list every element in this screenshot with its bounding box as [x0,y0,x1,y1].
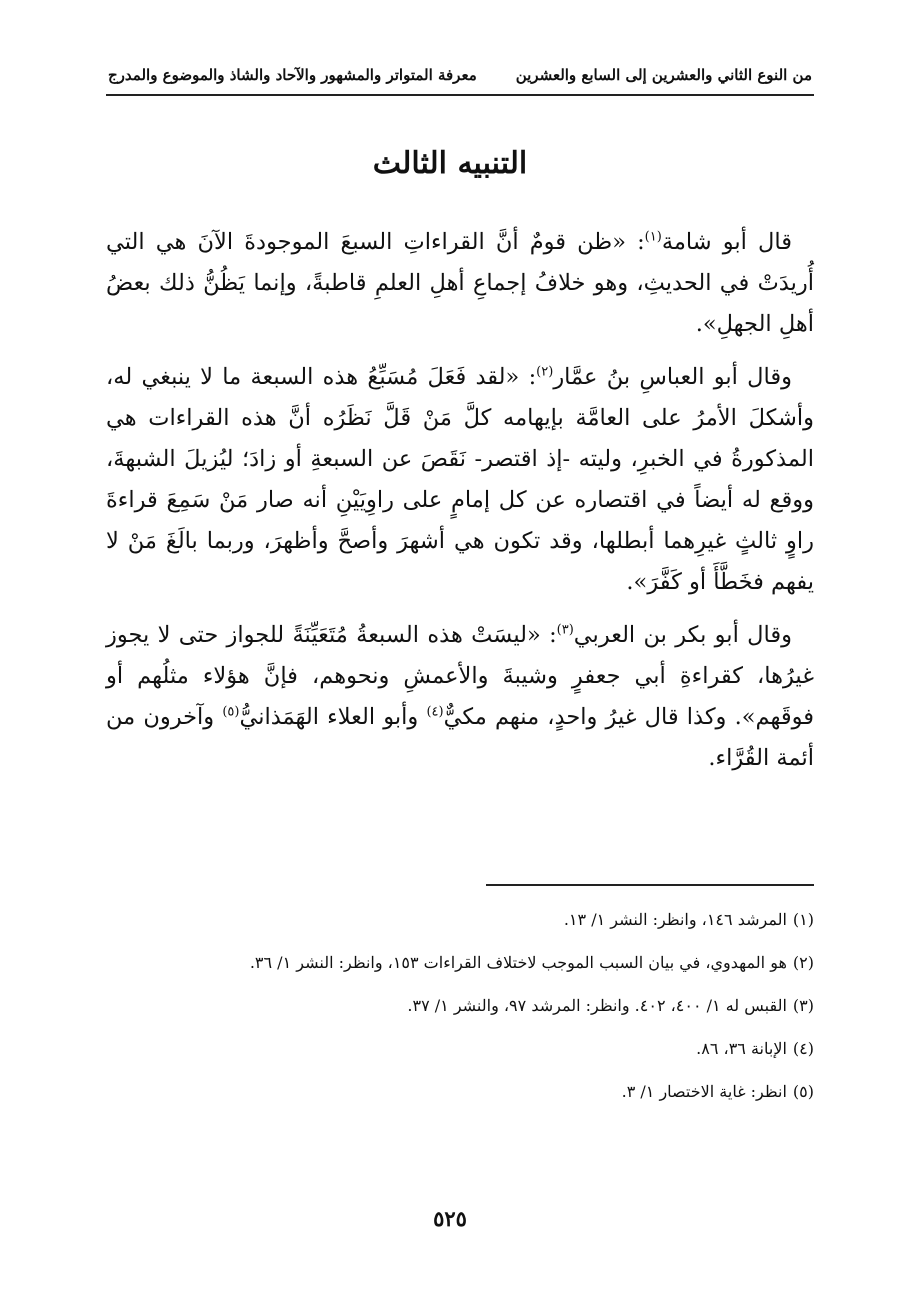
paragraph-text: : «ليسَتْ هذه السبعةُ مُتَعَيِّنَةً للجواز حتى لا يجوز غيرُها، كقراءةِ أبي جعفرٍ وشيبةَ والأعمشِ ونحوهم، فإنَّ هؤلاء مثلُهم أو فوقَهم». وكذا قال غيرُ واحدٍ، منهم مكيٌّ [106,622,814,730]
footnote-ref: (٢) [536,364,554,380]
paragraph-text: : «لقد فَعَلَ مُسَبِّعُ هذه السبعة ما لا ينبغي له، وأشكلَ الأمرُ على العامَّة بإيهامه كلَّ مَنْ قَلَّ نَظَرُه أنَّ هذه القراءات هي المذكورةُ في الخبرِ، وليته -إذ اقتصر- نَقَصَ عن السبعةِ أو زادَ؛ ليُزيلَ الشبهةَ، ووقع له أيضاً في اقتصاره عن كل إمامٍ على راوِيَيْنِ أنه صار مَنْ سَمِعَ قراءةَ راوٍ ثالثٍ غيرِهما أبطلها، وقد تكون هي أشهرَ وأصحَّ وأظهرَ، وربما بالَغَ مَنْ لا يفهم فخَطَّأَ أو كَفَّرَ». [106,364,814,595]
footnote-1 [106,898,814,941]
section-title: التنبيه الثالث [372,146,528,182]
paragraph-ibn-ammar [106,357,814,603]
footnote-4 [106,1027,814,1070]
paragraph-text: وآخرون من أئمة القُرَّاء. [106,704,814,771]
footnote-text: الإبانة ٣٦، ٨٦. [696,1039,787,1058]
footnote-2 [106,941,814,984]
paragraph-text: وأبو العلاء الهَمَذانيُّ [239,704,427,730]
footnote-label: (٥) [792,1082,814,1101]
header-topic: معرفة المتواتر والمشهور والآحاد والشاذ والموضوع والمدرج [108,66,477,84]
paragraph-text: وقال أبو العباسِ بنُ عمَّار [553,364,793,390]
paragraph-text: : «ظن قومٌ أنَّ القراءاتِ السبعَ الموجودةَ الآنَ هي التي أُريدَتْ في الحديثِ، وهو خلافُ إجماعِ أهلِ العلمِ قاطبةً، وإنما يَظُنُّ ذلك بعضُ أهلِ الجهلِ». [106,229,814,337]
running-header [108,60,812,90]
footnote-text: انظر: غاية الاختصار ١/ ٣. [621,1082,787,1101]
footnote-ref: (٥) [222,704,240,720]
footnotes [106,898,814,1113]
footnote-separator [486,884,814,886]
footnote-text: هو المهدوي، في بيان السبب الموجب لاختلاف القراءات ١٥٣، وانظر: النشر ١/ ٣٦. [249,953,787,972]
footnote-text: المرشد ١٤٦، وانظر: النشر ١/ ١٣. [563,910,787,929]
footnote-label: (٢) [792,953,814,972]
header-section-range: من النوع الثاني والعشرين إلى السابع والعشرين [515,66,812,84]
footnote-label: (٣) [792,996,814,1015]
paragraph-ibn-al-arabi [106,615,814,779]
footnote-text: القبس له ١/ ٤٠٠، ٤٠٢. وانظر: المرشد ٩٧، والنشر ١/ ٣٧. [407,996,787,1015]
footnote-label: (١) [792,910,814,929]
footnote-label: (٤) [792,1039,814,1058]
body-text [106,222,814,791]
footnote-ref: (١) [644,229,662,245]
footnote-ref: (٤) [426,704,444,720]
footnote-5 [106,1070,814,1113]
paragraph-text: وقال أبو بكر بن العربي [573,622,792,648]
paragraph-text: قال أبو شامة [661,229,792,255]
page-number: ٥٢٥ [433,1206,467,1231]
paragraph-abu-shama [106,222,814,345]
footnote-ref: (٣) [556,622,574,638]
footnote-3 [106,984,814,1027]
header-rule [106,94,814,96]
